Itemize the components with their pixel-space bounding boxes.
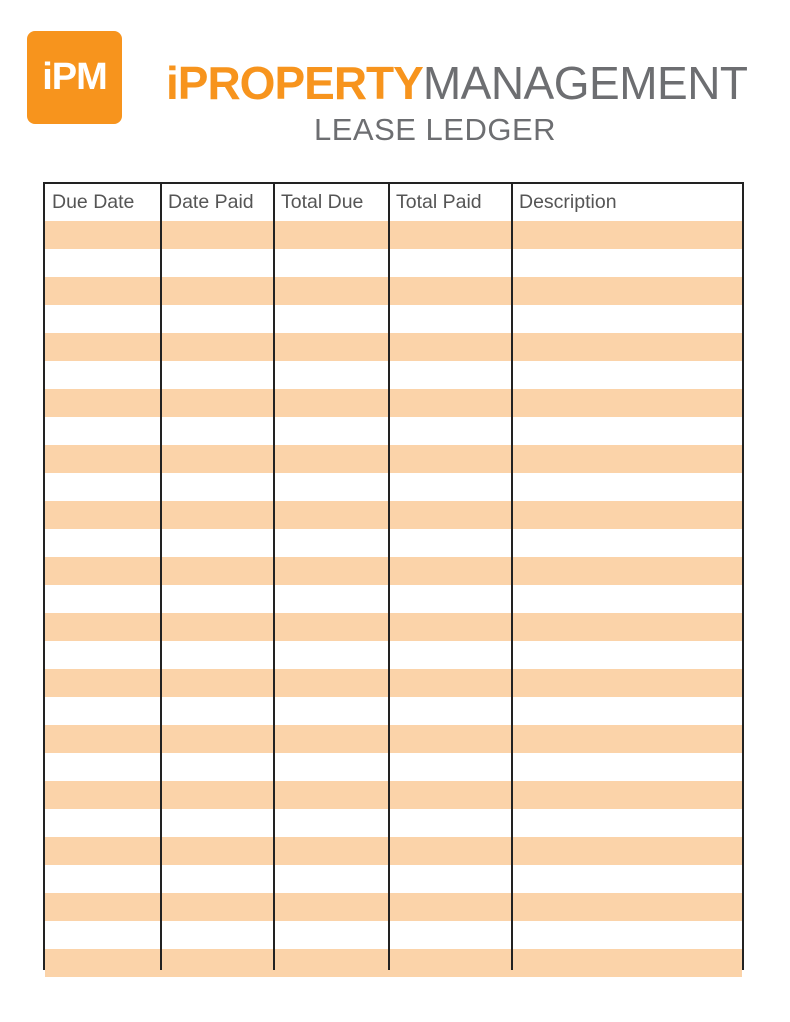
table-row	[45, 893, 742, 921]
column-divider	[388, 184, 390, 970]
table-row	[45, 277, 742, 305]
table-row	[45, 697, 742, 725]
table-row	[45, 529, 742, 557]
table-row	[45, 753, 742, 781]
table-row	[45, 641, 742, 669]
table-row	[45, 249, 742, 277]
ledger-rows	[45, 221, 742, 970]
column-divider	[273, 184, 275, 970]
table-row	[45, 221, 742, 249]
column-divider	[160, 184, 162, 970]
lease-ledger-table	[43, 182, 744, 970]
column-header-total-paid: Total Paid	[396, 191, 482, 213]
table-row	[45, 445, 742, 473]
table-row	[45, 389, 742, 417]
table-row	[45, 921, 742, 949]
table-row	[45, 837, 742, 865]
table-row	[45, 865, 742, 893]
table-row	[45, 501, 742, 529]
table-row	[45, 333, 742, 361]
table-row	[45, 613, 742, 641]
table-row	[45, 305, 742, 333]
table-row	[45, 725, 742, 753]
brand-suffix: MANAGEMENT	[422, 57, 748, 109]
column-divider	[511, 184, 513, 970]
column-header-description: Description	[519, 191, 617, 213]
table-row	[45, 949, 742, 977]
brand-prefix: iPROPERTY	[166, 57, 423, 109]
table-row	[45, 809, 742, 837]
table-row	[45, 781, 742, 809]
column-header-date-paid: Date Paid	[168, 191, 254, 213]
brand-wordmark	[166, 58, 748, 108]
table-row	[45, 417, 742, 445]
table-row	[45, 557, 742, 585]
document-title: LEASE LEDGER	[313, 112, 557, 147]
table-row	[45, 361, 742, 389]
table-row	[45, 669, 742, 697]
table-row	[45, 473, 742, 501]
ipm-logo-badge	[27, 31, 122, 124]
column-header-due-date: Due Date	[52, 191, 135, 213]
logo-badge-text: iPM	[42, 56, 107, 98]
ledger-header-row	[45, 184, 742, 221]
table-row	[45, 585, 742, 613]
column-header-total-due: Total Due	[281, 191, 364, 213]
